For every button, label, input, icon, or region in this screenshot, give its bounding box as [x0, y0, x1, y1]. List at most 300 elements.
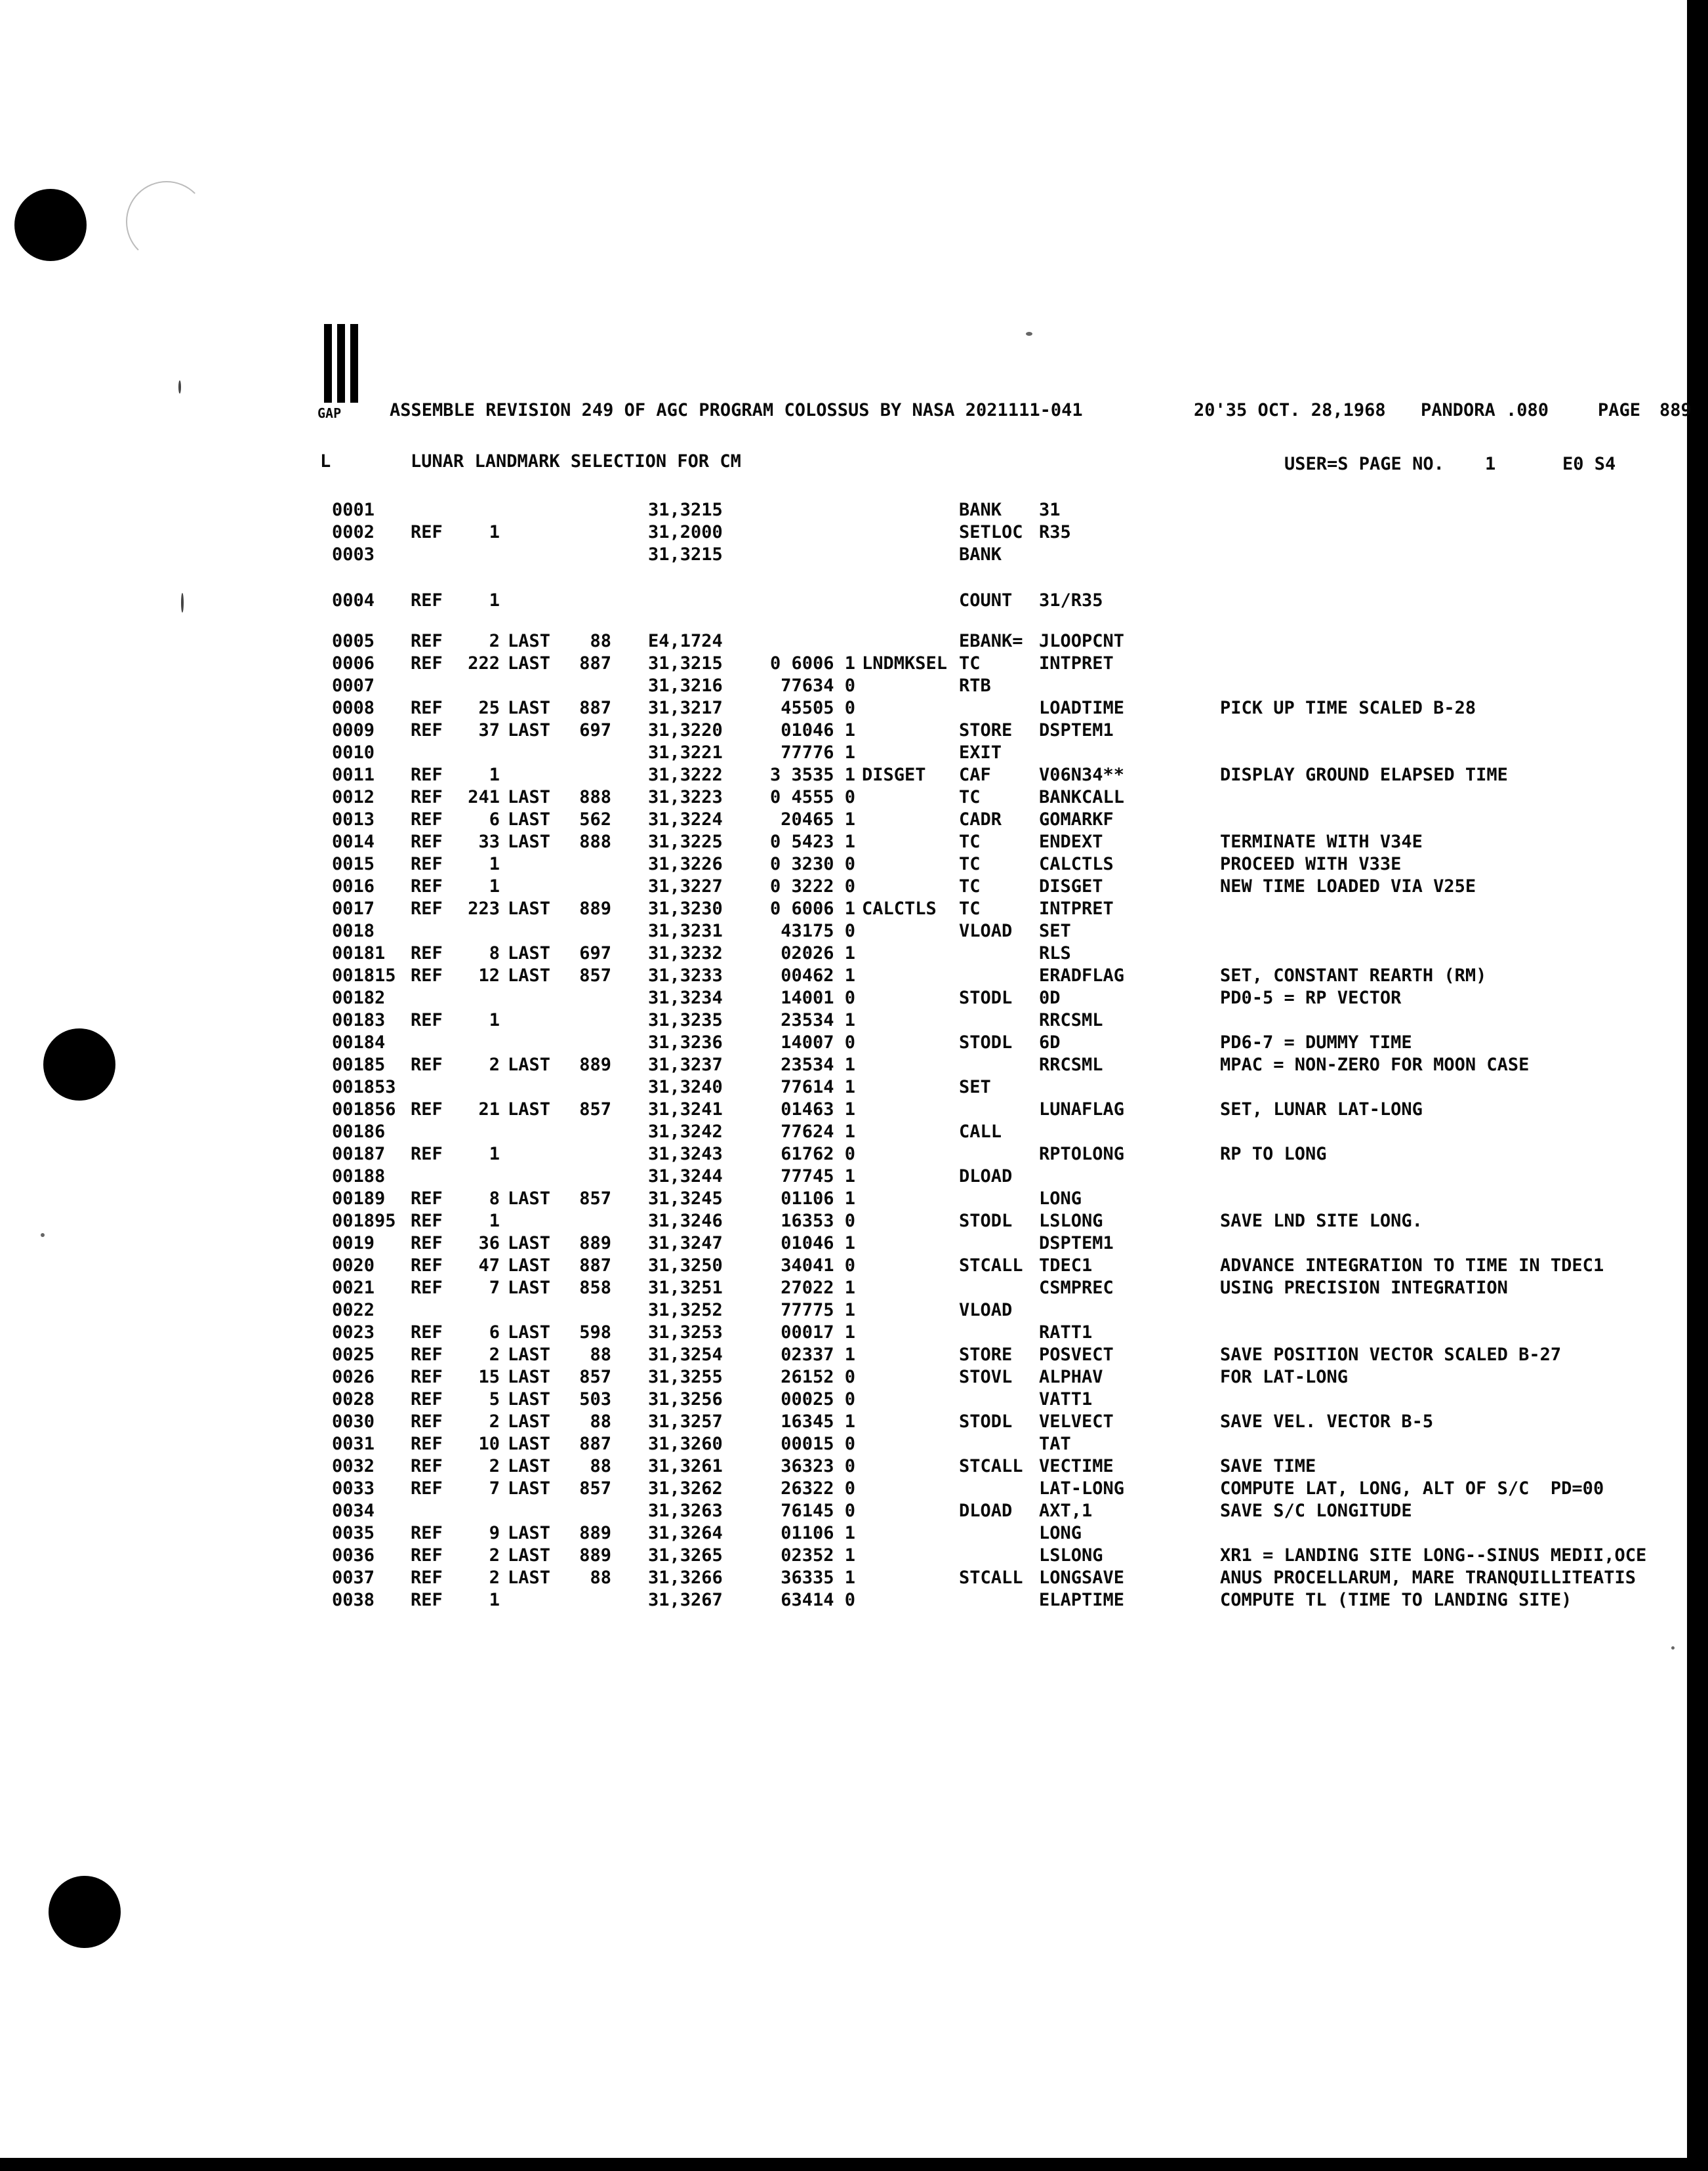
- ref-count: 10: [478, 1434, 500, 1454]
- listing-code: E0 S4: [1562, 454, 1616, 474]
- octal-word: 02337 1: [781, 1345, 855, 1365]
- octal-word: 0 5423 1: [769, 832, 855, 852]
- last-marker: LAST: [508, 720, 551, 741]
- scan-speck: [41, 1233, 45, 1237]
- ref-count: 5: [489, 1389, 500, 1410]
- last-marker: LAST: [508, 1322, 551, 1343]
- ref-count: 37: [478, 720, 500, 741]
- sequence-number: 0030: [332, 1411, 375, 1432]
- operand: LSLONG: [1039, 1545, 1103, 1566]
- ref-count: 222: [468, 653, 500, 674]
- sequence-number: 0026: [332, 1367, 375, 1387]
- sequence-number: 0032: [332, 1456, 375, 1476]
- ref-count: 25: [478, 698, 500, 718]
- ref-count: 1: [489, 765, 500, 785]
- ref-count: 21: [478, 1099, 500, 1120]
- comment: SAVE TIME: [1220, 1456, 1316, 1476]
- comment: PROCEED WITH V33E: [1220, 854, 1402, 874]
- sequence-number: 0003: [332, 544, 375, 565]
- octal-word: 77624 1: [781, 1122, 855, 1142]
- octal-word: 76145 0: [781, 1501, 855, 1521]
- scan-border-right: [1687, 0, 1708, 2171]
- sequence-number: 0002: [332, 522, 375, 542]
- bank-address: 31,3233: [648, 965, 723, 986]
- bank-address: 31,3215: [648, 544, 723, 565]
- octal-word: 63414 0: [781, 1590, 855, 1610]
- last-marker: LAST: [508, 787, 551, 807]
- last-page: 857: [579, 1367, 611, 1387]
- opcode: BANK: [959, 544, 1002, 565]
- symbol-label: DISGET: [862, 765, 926, 785]
- last-marker: LAST: [508, 1233, 551, 1253]
- last-page: 697: [579, 943, 611, 964]
- ref-marker: REF: [411, 1144, 443, 1164]
- ref-count: 15: [478, 1367, 500, 1387]
- ref-count: 47: [478, 1255, 500, 1276]
- last-page: 857: [579, 1478, 611, 1499]
- bank-address: 31,3263: [648, 1501, 723, 1521]
- operand: CALCTLS: [1039, 854, 1114, 874]
- operand: LONGSAVE: [1039, 1568, 1125, 1588]
- sequence-number: 0034: [332, 1501, 375, 1521]
- opcode: SETLOC: [959, 522, 1023, 542]
- sequence-number: 0014: [332, 832, 375, 852]
- opcode: DLOAD: [959, 1501, 1013, 1521]
- bank-address: 31,3215: [648, 500, 723, 520]
- ref-marker: REF: [411, 1411, 443, 1432]
- opcode: CADR: [959, 809, 1002, 830]
- bank-address: 31,3241: [648, 1099, 723, 1120]
- bank-address: 31,3236: [648, 1032, 723, 1053]
- comment: ADVANCE INTEGRATION TO TIME IN TDEC1: [1220, 1255, 1604, 1276]
- ref-count: 2: [489, 1345, 500, 1365]
- ref-marker: REF: [411, 854, 443, 874]
- operand: JLOOPCNT: [1039, 631, 1125, 651]
- octal-word: 01046 1: [781, 1233, 855, 1253]
- last-page: 858: [579, 1278, 611, 1298]
- sequence-number: 0004: [332, 590, 375, 611]
- ref-marker: REF: [411, 1545, 443, 1566]
- operand: RATT1: [1039, 1322, 1093, 1343]
- sequence-number: 0013: [332, 809, 375, 830]
- opcode: STOVL: [959, 1367, 1013, 1387]
- last-page: 887: [579, 1434, 611, 1454]
- sequence-number: 00188: [332, 1166, 386, 1187]
- ref-marker: REF: [411, 653, 443, 674]
- operand: DSPTEM1: [1039, 720, 1114, 741]
- last-page: 857: [579, 1099, 611, 1120]
- header-page-number: 889: [1659, 400, 1692, 420]
- bank-address: E4,1724: [648, 631, 723, 651]
- sequence-number: 001895: [332, 1211, 396, 1231]
- ref-count: 8: [489, 1188, 500, 1209]
- octal-word: 00015 0: [781, 1434, 855, 1454]
- last-page: 889: [579, 1523, 611, 1543]
- sequence-number: 0012: [332, 787, 375, 807]
- bank-address: 31,3245: [648, 1188, 723, 1209]
- sequence-number: 00189: [332, 1188, 386, 1209]
- sequence-number: 00185: [332, 1055, 386, 1075]
- bank-address: 31,3220: [648, 720, 723, 741]
- opcode: TC: [959, 787, 981, 807]
- symbol-label: CALCTLS: [862, 899, 937, 919]
- last-marker: LAST: [508, 899, 551, 919]
- opcode: COUNT: [959, 590, 1013, 611]
- last-marker: LAST: [508, 1188, 551, 1209]
- ref-marker: REF: [411, 1233, 443, 1253]
- octal-word: 26152 0: [781, 1367, 855, 1387]
- operand: R35: [1039, 522, 1071, 542]
- operand: 31: [1039, 500, 1061, 520]
- ref-marker: REF: [411, 965, 443, 986]
- operand: POSVECT: [1039, 1345, 1114, 1365]
- scan-speck: [1026, 332, 1032, 336]
- comment: ANUS PROCELLARUM, MARE TRANQUILLITEATIS: [1220, 1568, 1636, 1588]
- operand: AXT,1: [1039, 1501, 1093, 1521]
- ref-count: 1: [489, 854, 500, 874]
- comment: RP TO LONG: [1220, 1144, 1327, 1164]
- last-marker: LAST: [508, 1367, 551, 1387]
- opcode: VLOAD: [959, 921, 1013, 941]
- octal-word: 14001 0: [781, 988, 855, 1008]
- comment: USING PRECISION INTEGRATION: [1220, 1278, 1508, 1298]
- opcode: DLOAD: [959, 1166, 1013, 1187]
- bank-address: 31,3240: [648, 1077, 723, 1097]
- bank-address: 31,3250: [648, 1255, 723, 1276]
- octal-word: 01106 1: [781, 1188, 855, 1209]
- opcode: STORE: [959, 720, 1013, 741]
- ref-marker: REF: [411, 832, 443, 852]
- octal-word: 0 4555 0: [769, 787, 855, 807]
- octal-word: 01046 1: [781, 720, 855, 741]
- bank-address: 31,3224: [648, 809, 723, 830]
- operand: ERADFLAG: [1039, 965, 1125, 986]
- section-title: LUNAR LANDMARK SELECTION FOR CM: [411, 451, 741, 472]
- ref-marker: REF: [411, 1367, 443, 1387]
- sequence-number: 00182: [332, 988, 386, 1008]
- ref-count: 36: [478, 1233, 500, 1253]
- octal-word: 01106 1: [781, 1523, 855, 1543]
- last-page: 887: [579, 653, 611, 674]
- operand: 6D: [1039, 1032, 1061, 1053]
- ref-count: 1: [489, 590, 500, 611]
- octal-word: 26322 0: [781, 1478, 855, 1499]
- octal-word: 77634 0: [781, 676, 855, 696]
- binder-ring-mark: [126, 181, 207, 262]
- operand: GOMARKF: [1039, 809, 1114, 830]
- sequence-number: 00187: [332, 1144, 386, 1164]
- last-marker: LAST: [508, 1345, 551, 1365]
- comment: COMPUTE LAT, LONG, ALT OF S/C PD=00: [1220, 1478, 1604, 1499]
- sequence-number: 00183: [332, 1010, 386, 1030]
- sequence-number: 0025: [332, 1345, 375, 1365]
- opcode: STODL: [959, 988, 1013, 1008]
- ref-marker: REF: [411, 1590, 443, 1610]
- octal-word: 02026 1: [781, 943, 855, 964]
- last-marker: LAST: [508, 698, 551, 718]
- operand: RPTOLONG: [1039, 1144, 1125, 1164]
- comment: PD0-5 = RP VECTOR: [1220, 988, 1402, 1008]
- comment: COMPUTE TL (TIME TO LANDING SITE): [1220, 1590, 1572, 1610]
- ref-count: 6: [489, 1322, 500, 1343]
- binder-hole-middle: [43, 1028, 115, 1101]
- sequence-number: 0023: [332, 1322, 375, 1343]
- last-page: 857: [579, 965, 611, 986]
- opcode: TC: [959, 854, 981, 874]
- last-page: 889: [579, 1233, 611, 1253]
- operand: LONG: [1039, 1188, 1082, 1209]
- scan-speck: [1671, 1646, 1675, 1650]
- ref-marker: REF: [411, 1278, 443, 1298]
- header-title: ASSEMBLE REVISION 249 OF AGC PROGRAM COLOSSUS BY NASA 2021111-041: [390, 400, 1083, 420]
- bank-address: 31,3242: [648, 1122, 723, 1142]
- ref-count: 1: [489, 522, 500, 542]
- sequence-number: 00181: [332, 943, 386, 964]
- octal-word: 43175 0: [781, 921, 855, 941]
- ref-marker: REF: [411, 787, 443, 807]
- scan-speck: [178, 380, 181, 394]
- bank-address: 31,3247: [648, 1233, 723, 1253]
- operand: LAT-LONG: [1039, 1478, 1125, 1499]
- opcode: CAF: [959, 765, 991, 785]
- sequence-number: 0020: [332, 1255, 375, 1276]
- opcode: STORE: [959, 1345, 1013, 1365]
- opcode: BANK: [959, 500, 1002, 520]
- bank-address: 31,3253: [648, 1322, 723, 1343]
- sequence-number: 0021: [332, 1278, 375, 1298]
- operand: DISGET: [1039, 876, 1103, 897]
- operand: V06N34**: [1039, 765, 1125, 785]
- sequence-number: 0009: [332, 720, 375, 741]
- bank-address: 31,3260: [648, 1434, 723, 1454]
- operand: LOADTIME: [1039, 698, 1125, 718]
- operand: RRCSML: [1039, 1055, 1103, 1075]
- last-marker: LAST: [508, 809, 551, 830]
- last-marker: LAST: [508, 1411, 551, 1432]
- operand: LUNAFLAG: [1039, 1099, 1125, 1120]
- last-marker: LAST: [508, 1055, 551, 1075]
- ref-count: 1: [489, 1590, 500, 1610]
- scan-border-bottom: [0, 2158, 1708, 2171]
- last-page: 857: [579, 1188, 611, 1209]
- ref-count: 33: [478, 832, 500, 852]
- ref-marker: REF: [411, 1456, 443, 1476]
- last-page: 598: [579, 1322, 611, 1343]
- sequence-number: 001853: [332, 1077, 396, 1097]
- sequence-number: 0016: [332, 876, 375, 897]
- sequence-number: 0038: [332, 1590, 375, 1610]
- ref-marker: REF: [411, 899, 443, 919]
- ref-marker: REF: [411, 1478, 443, 1499]
- ref-count: 2: [489, 631, 500, 651]
- sequence-number: 0019: [332, 1233, 375, 1253]
- bank-address: 31,3230: [648, 899, 723, 919]
- opcode: STCALL: [959, 1255, 1023, 1276]
- opcode: EXIT: [959, 742, 1002, 763]
- last-marker: LAST: [508, 1099, 551, 1120]
- bank-address: 31,3231: [648, 921, 723, 941]
- ref-marker: REF: [411, 1345, 443, 1365]
- bank-address: 31,3262: [648, 1478, 723, 1499]
- last-marker: LAST: [508, 631, 551, 651]
- ref-count: 1: [489, 1211, 500, 1231]
- last-page: 889: [579, 899, 611, 919]
- ref-count: 7: [489, 1478, 500, 1499]
- last-marker: LAST: [508, 1278, 551, 1298]
- last-marker: LAST: [508, 832, 551, 852]
- last-page: 888: [579, 787, 611, 807]
- ref-marker: REF: [411, 1523, 443, 1543]
- operand: VECTIME: [1039, 1456, 1114, 1476]
- sequence-number: 0033: [332, 1478, 375, 1499]
- bank-address: 31,3255: [648, 1367, 723, 1387]
- header-datetime: 20'35 OCT. 28,1968: [1194, 400, 1386, 420]
- header-system: PANDORA .080: [1421, 400, 1549, 420]
- sequence-number: 001815: [332, 965, 396, 986]
- sequence-number: 00186: [332, 1122, 386, 1142]
- ref-marker: REF: [411, 1055, 443, 1075]
- octal-word: 01463 1: [781, 1099, 855, 1120]
- ref-count: 9: [489, 1523, 500, 1543]
- operand: BANKCALL: [1039, 787, 1125, 807]
- comment: TERMINATE WITH V34E: [1220, 832, 1423, 852]
- ref-count: 1: [489, 1144, 500, 1164]
- ref-marker: REF: [411, 590, 443, 611]
- last-marker: LAST: [508, 1478, 551, 1499]
- sequence-number: 0001: [332, 500, 375, 520]
- operand: ENDEXT: [1039, 832, 1103, 852]
- operand: ELAPTIME: [1039, 1590, 1125, 1610]
- operand: 0D: [1039, 988, 1061, 1008]
- opcode: STODL: [959, 1032, 1013, 1053]
- operand: TAT: [1039, 1434, 1071, 1454]
- operand: RRCSML: [1039, 1010, 1103, 1030]
- ref-marker: REF: [411, 631, 443, 651]
- ref-marker: REF: [411, 1322, 443, 1343]
- octal-word: 77776 1: [781, 742, 855, 763]
- ref-marker: REF: [411, 1434, 443, 1454]
- ref-count: 2: [489, 1411, 500, 1432]
- octal-word: 3 3535 1: [769, 765, 855, 785]
- last-page: 887: [579, 698, 611, 718]
- octal-word: 00017 1: [781, 1322, 855, 1343]
- bank-address: 31,3216: [648, 676, 723, 696]
- operand: SET: [1039, 921, 1071, 941]
- ref-count: 223: [468, 899, 500, 919]
- ref-marker: REF: [411, 876, 443, 897]
- bank-address: 31,3234: [648, 988, 723, 1008]
- last-page: 503: [579, 1389, 611, 1410]
- user-page-label: USER=S PAGE NO.: [1284, 454, 1444, 474]
- ref-count: 7: [489, 1278, 500, 1298]
- bank-address: 31,3266: [648, 1568, 723, 1588]
- bank-address: 31,3244: [648, 1166, 723, 1187]
- bank-address: 31,3265: [648, 1545, 723, 1566]
- bank-address: 31,3225: [648, 832, 723, 852]
- comment: PD6-7 = DUMMY TIME: [1220, 1032, 1412, 1053]
- opcode: STODL: [959, 1411, 1013, 1432]
- sequence-number: 0017: [332, 899, 375, 919]
- octal-word: 23534 1: [781, 1010, 855, 1030]
- comment: MPAC = NON-ZERO FOR MOON CASE: [1220, 1055, 1530, 1075]
- octal-word: 36323 0: [781, 1456, 855, 1476]
- ref-marker: REF: [411, 1568, 443, 1588]
- binder-hole-bottom: [49, 1876, 121, 1948]
- ref-count: 2: [489, 1055, 500, 1075]
- opcode: TC: [959, 832, 981, 852]
- header-marker: GAP: [317, 405, 342, 421]
- sequence-number: 0018: [332, 921, 375, 941]
- last-page: 88: [590, 1411, 611, 1432]
- bank-address: 31,3226: [648, 854, 723, 874]
- operand: RLS: [1039, 943, 1071, 964]
- sequence-number: 0011: [332, 765, 375, 785]
- opcode: STODL: [959, 1211, 1013, 1231]
- octal-word: 00462 1: [781, 965, 855, 986]
- bank-address: 31,3217: [648, 698, 723, 718]
- octal-word: 77745 1: [781, 1166, 855, 1187]
- last-marker: LAST: [508, 653, 551, 674]
- last-marker: LAST: [508, 1456, 551, 1476]
- bank-address: 31,3223: [648, 787, 723, 807]
- octal-word: 45505 0: [781, 698, 855, 718]
- last-page: 889: [579, 1545, 611, 1566]
- user-page-number: 1: [1485, 454, 1496, 474]
- bank-address: 31,3237: [648, 1055, 723, 1075]
- comment: DISPLAY GROUND ELAPSED TIME: [1220, 765, 1508, 785]
- sequence-number: 0005: [332, 631, 375, 651]
- last-marker: LAST: [508, 1255, 551, 1276]
- sequence-number: 0037: [332, 1568, 375, 1588]
- comment: PICK UP TIME SCALED B-28: [1220, 698, 1476, 718]
- comment: XR1 = LANDING SITE LONG--SINUS MEDII,OCE: [1220, 1545, 1647, 1566]
- octal-word: 23534 1: [781, 1055, 855, 1075]
- sequence-number: 0022: [332, 1300, 375, 1320]
- binder-hole-top: [14, 189, 87, 261]
- operand: VELVECT: [1039, 1411, 1114, 1432]
- operand: ALPHAV: [1039, 1367, 1103, 1387]
- last-marker: LAST: [508, 1389, 551, 1410]
- last-page: 889: [579, 1055, 611, 1075]
- ref-marker: REF: [411, 1389, 443, 1410]
- sequence-number: 00184: [332, 1032, 386, 1053]
- operand: INTPRET: [1039, 653, 1114, 674]
- bank-address: 31,3222: [648, 765, 723, 785]
- last-marker: LAST: [508, 943, 551, 964]
- ref-count: 2: [489, 1545, 500, 1566]
- opcode: TC: [959, 899, 981, 919]
- opcode: TC: [959, 876, 981, 897]
- bank-address: 31,3227: [648, 876, 723, 897]
- header-page-label: PAGE: [1598, 400, 1641, 420]
- sequence-number: 0015: [332, 854, 375, 874]
- last-page: 88: [590, 1456, 611, 1476]
- bank-address: 31,3264: [648, 1523, 723, 1543]
- comment: SET, LUNAR LAT-LONG: [1220, 1099, 1423, 1120]
- octal-word: 16353 0: [781, 1211, 855, 1231]
- octal-word: 0 6006 1: [769, 653, 855, 674]
- bank-address: 31,3232: [648, 943, 723, 964]
- sequence-number: 0028: [332, 1389, 375, 1410]
- sequence-number: 0036: [332, 1545, 375, 1566]
- ref-marker: REF: [411, 1211, 443, 1231]
- comment: SAVE S/C LONGITUDE: [1220, 1501, 1412, 1521]
- octal-word: 61762 0: [781, 1144, 855, 1164]
- operand: INTPRET: [1039, 899, 1114, 919]
- sequence-number: 0008: [332, 698, 375, 718]
- ref-count: 12: [478, 965, 500, 986]
- operand: LSLONG: [1039, 1211, 1103, 1231]
